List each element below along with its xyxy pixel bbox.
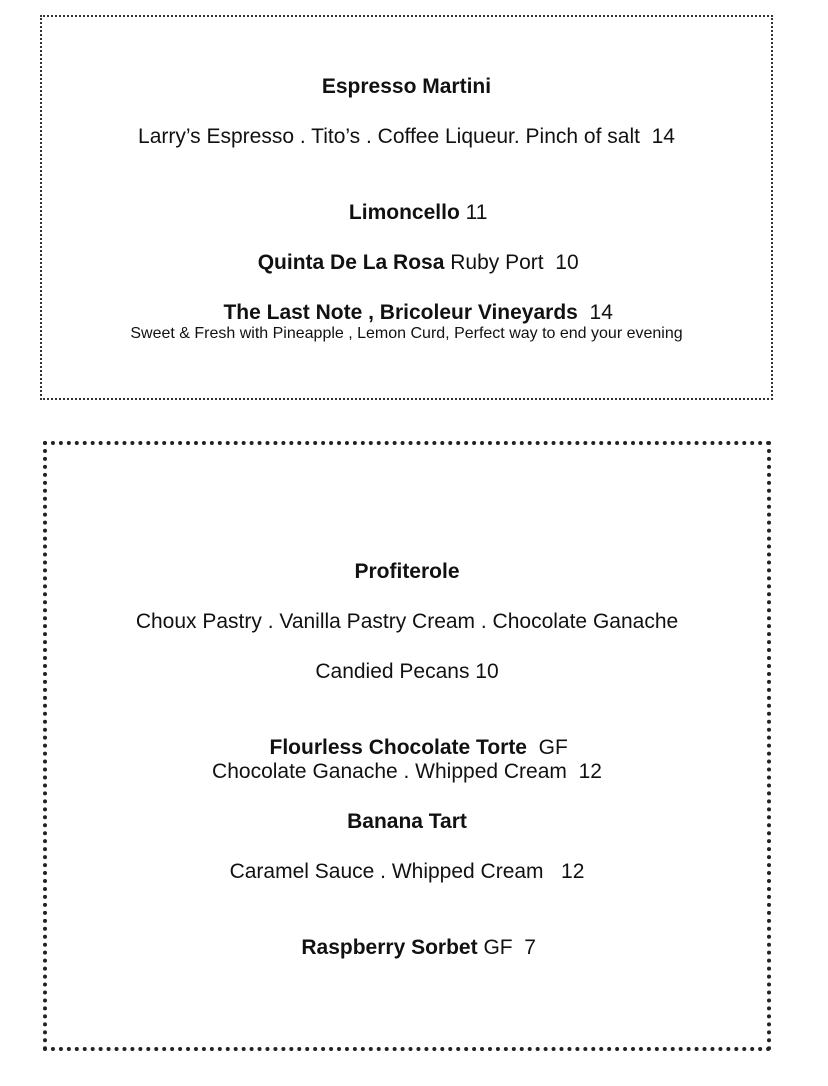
profiterole-description: Choux Pastry . Vanilla Pastry Cream . Chocolate Ganache — [135, 610, 679, 633]
quinta-title: Quinta De La Rosa — [257, 251, 445, 274]
desserts-menu-box — [43, 441, 771, 1051]
torte-tag: GF — [527, 736, 568, 759]
quinta-details: Ruby Port 10 — [444, 251, 579, 274]
last-note-price: 14 — [577, 301, 613, 324]
banana-tart-title: Banana Tart — [347, 810, 467, 833]
last-note-title: The Last Note , Bricoleur Vineyards — [223, 301, 578, 324]
last-note-description: Sweet & Fresh with Pineapple , Lemon Curd, Perfect way to end your evening — [130, 325, 683, 342]
espresso-martini-title: Espresso Martini — [321, 75, 492, 98]
profiterole-title: Profiterole — [354, 560, 460, 583]
sorbet-details: GF 7 — [477, 936, 536, 959]
limoncello-title: Limoncello — [348, 201, 460, 224]
torte-title: Flourless Chocolate Torte — [269, 736, 527, 759]
profiterole-description-price: Candied Pecans 10 — [315, 660, 499, 683]
banana-tart-description: Caramel Sauce . Whipped Cream 12 — [229, 860, 585, 883]
sorbet-line — [47, 909, 767, 987]
torte-description: Chocolate Ganache . Whipped Cream 12 — [212, 760, 602, 783]
limoncello-price: 11 — [459, 201, 488, 224]
drinks-menu-box — [40, 15, 773, 400]
espresso-martini-description: Larry’s Espresso . Tito’s . Coffee Liqueur. Pinch of salt 14 — [138, 125, 675, 148]
sorbet-title: Raspberry Sorbet — [301, 936, 478, 959]
